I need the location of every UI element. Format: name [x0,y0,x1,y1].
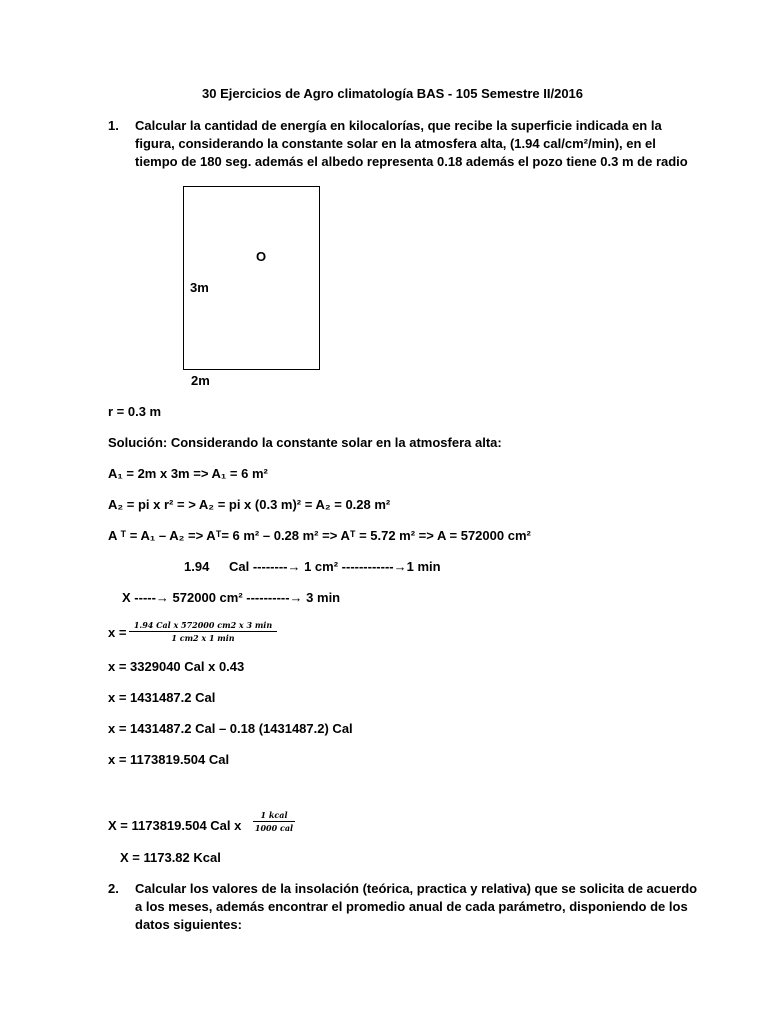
rule-line-1-rest: Cal --------→ 1 cm² ------------→1 min [229,559,441,574]
fraction-1-denominator: 1 cm2 x 1 min [171,633,235,643]
problem-2-line-2: a los meses, además encontrar el promedio anual de cada parámetro, disponiendo de los [135,899,688,914]
step-1: x = 3329040 Cal x 0.43 [108,659,245,674]
problem-2-line-3: datos siguientes: [135,917,242,932]
fraction-2-numerator: 1 kcal [260,810,288,820]
fraction-1-bar [129,631,277,632]
fraction-1 [129,620,277,643]
fraction-2-bar [253,821,295,822]
page-title: 30 Ejercicios de Agro climatología BAS - 105 Semestre II/2016 [202,86,584,101]
fraction-2-prefix: X = 1173819.504 Cal x [108,818,242,833]
fraction-1-numerator: 1.94 Cal x 572000 cm2 x 3 min [133,620,273,630]
width-label: 2m [191,373,210,388]
problem-1-number: 1. [108,118,119,133]
rule-line-2: X -----→ 572000 cm² ----------→ 3 min [122,590,341,605]
hole-label: O [256,249,267,264]
fraction-2 [253,810,295,833]
final-result: X = 1173.82 Kcal [120,850,221,865]
rule-line-1-value: 1.94 [184,559,210,574]
area-1-line: A₁ = 2m x 3m => A₁ = 6 m² [108,466,268,481]
problem-2-line-1: Calcular los valores de la insolación (teórica, practica y relativa) que se solicita de acuerdo [135,881,698,896]
step-2: x = 1431487.2 Cal [108,690,216,705]
area-2-line: A₂ = pi x r² = > A₂ = pi x (0.3 m)² = A₂ = 0.28 m² [108,497,391,512]
step-3: x = 1431487.2 Cal – 0.18 (1431487.2) Cal [108,721,353,736]
step-4: x = 1173819.504 Cal [108,752,230,767]
problem-2-number: 2. [108,881,119,896]
fraction-2-denominator: 1000 cal [254,823,294,833]
solution-heading: Solución: Considerando la constante solar en la atmosfera alta: [108,435,502,450]
area-total-line: A ᵀ = A₁ – A₂ => Aᵀ= 6 m² – 0.28 m² => Aᵀ = 5.72 m² => A = 572000 cm² [108,528,531,543]
problem-1-line-1: Calcular la cantidad de energía en kilocalorías, que recibe la superficie indicada en la [135,118,662,133]
radius-line: r = 0.3 m [108,404,162,419]
height-label: 3m [190,280,209,295]
problem-1-line-2: figura, considerando la constante solar en la atmosfera alta, (1.94 cal/cm²/min), en el [135,136,656,151]
figure-rectangle [183,186,320,370]
problem-1-line-3: tiempo de 180 seg. además el albedo representa 0.18 además el pozo tiene 0.3 m de radio [135,154,688,169]
fraction-1-prefix: x = [108,625,127,640]
